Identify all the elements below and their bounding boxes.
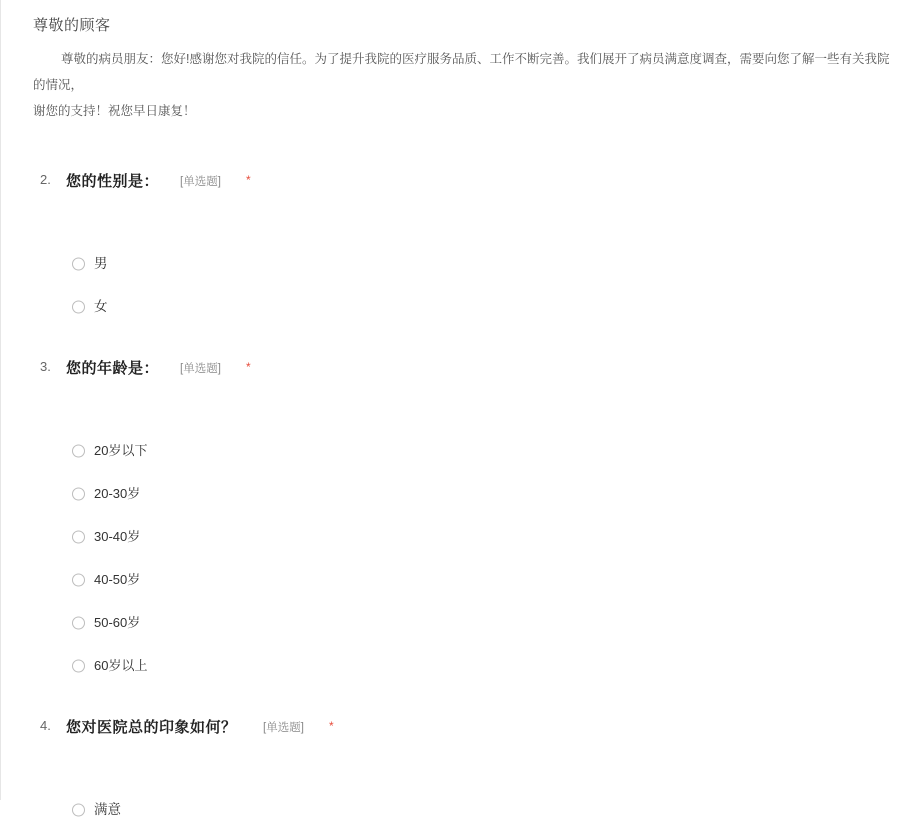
question-4-required: * [329, 719, 334, 733]
question-2-title: 您的性别是： [66, 173, 160, 190]
option-label: 满意 [94, 801, 121, 817]
question-4-header [0, 716, 900, 742]
option-female[interactable] [0, 285, 900, 328]
question-3-required: * [246, 360, 251, 374]
question-4-type: [单选题] [263, 722, 304, 734]
page-title: 尊敬的顾客 [33, 17, 111, 34]
question-2-required: * [246, 173, 251, 187]
question-2-number: 2. [40, 172, 51, 187]
question-3-options [0, 429, 900, 687]
option-50-60[interactable] [0, 601, 900, 644]
question-3-header [0, 357, 900, 383]
radio-icon[interactable] [72, 803, 85, 816]
question-2-type: [单选题] [180, 176, 221, 188]
option-label: 40-50岁 [94, 572, 141, 587]
option-label: 60岁以上 [94, 658, 148, 673]
option-30-40[interactable] [0, 515, 900, 558]
radio-icon[interactable] [72, 257, 85, 270]
question-4-title: 您对医院总的印象如何？ [66, 719, 237, 736]
intro-line-1: 尊敬的病员朋友：您好!感谢您对我院的信任。为了提升我院的医疗服务品质、工作不断完善。我们展开了病员满意度调查，需要向您了解一些有关我院的情况， [33, 52, 890, 92]
question-2 [0, 170, 900, 314]
option-label: 男 [94, 255, 108, 271]
radio-icon[interactable] [72, 659, 85, 672]
question-4-options [0, 788, 900, 831]
option-above-60[interactable] [0, 644, 900, 687]
radio-icon[interactable] [72, 300, 85, 313]
option-label: 30-40岁 [94, 529, 141, 544]
option-male[interactable] [0, 242, 900, 285]
option-label: 50-60岁 [94, 615, 141, 630]
option-label: 20岁以下 [94, 443, 148, 458]
question-2-header [0, 170, 900, 196]
option-40-50[interactable] [0, 558, 900, 601]
radio-icon[interactable] [72, 530, 85, 543]
survey-intro [33, 46, 900, 124]
option-label: 20-30岁 [94, 486, 141, 501]
question-3-number: 3. [40, 359, 51, 374]
radio-icon[interactable] [72, 573, 85, 586]
radio-icon[interactable] [72, 616, 85, 629]
radio-icon[interactable] [72, 487, 85, 500]
question-3 [0, 357, 900, 673]
option-label: 女 [94, 298, 108, 314]
question-2-options [0, 242, 900, 328]
question-4 [0, 716, 900, 817]
question-4-number: 4. [40, 718, 51, 733]
question-3-title: 您的年龄是： [66, 360, 160, 377]
option-under-20[interactable] [0, 429, 900, 472]
question-3-type: [单选题] [180, 363, 221, 375]
radio-icon[interactable] [72, 444, 85, 457]
option-satisfied[interactable] [0, 788, 900, 831]
option-20-30[interactable] [0, 472, 900, 515]
intro-line-2: 谢您的支持！祝您早日康复！ [33, 104, 196, 118]
